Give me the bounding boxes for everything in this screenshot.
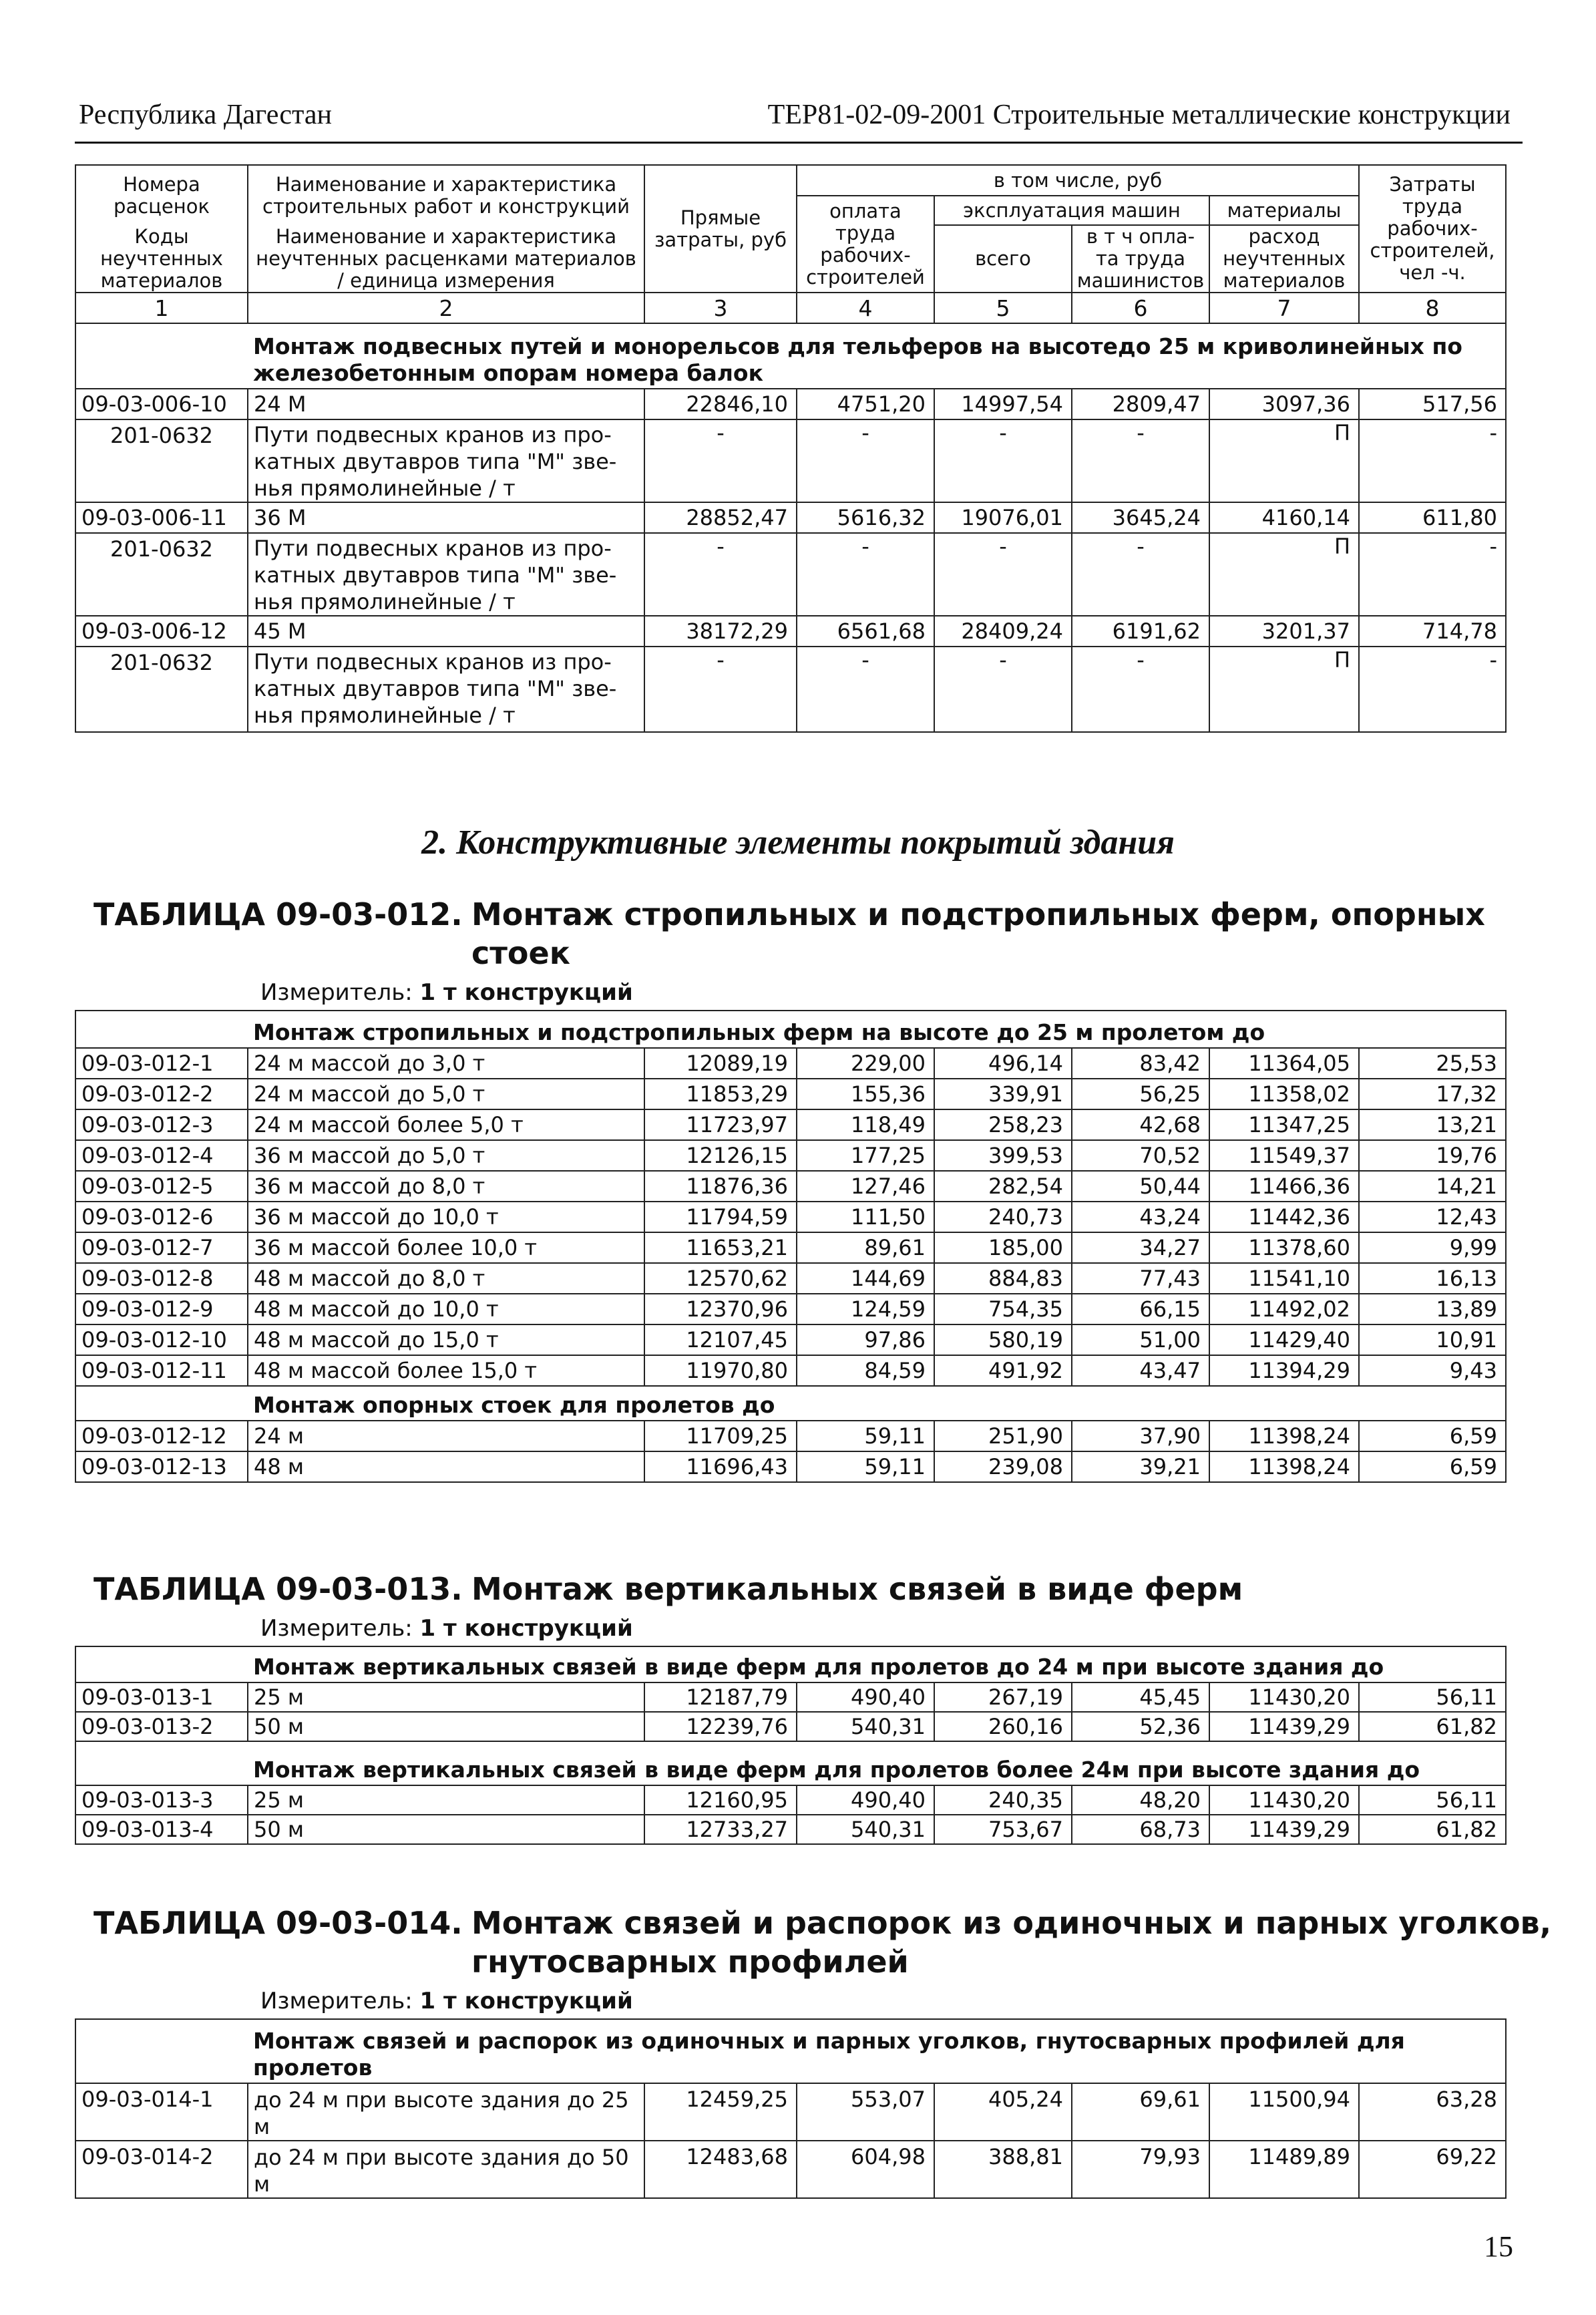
row-code: 09-03-012-11 [75,1355,248,1386]
cell-zatraty: 517,56 [1359,389,1506,419]
cell-materialy: 11439,29 [1209,1815,1359,1844]
rates-table-006 [75,164,1507,733]
col-header-zatraty: Затраты труда рабочих-строителей, чел -ч. [1359,165,1506,293]
cell-pryamye: 11794,59 [644,1202,797,1232]
table-row [75,1202,1506,1232]
row-code: 201-0632 [75,419,248,502]
table-row [75,1263,1506,1294]
cell-oplata: 177,25 [797,1140,934,1171]
cell-ekspl-vtch: 50,44 [1072,1171,1209,1202]
cell-materialy: 11549,37 [1209,1140,1359,1171]
table-014-number: ТАБЛИЦА 09-03-014. [93,1905,463,1941]
row-code: 09-03-012-4 [75,1140,248,1171]
row-name: 36 м массой более 10,0 т [248,1232,644,1263]
cell-materialy: 4160,14 [1209,502,1359,533]
cell-oplata: 6561,68 [797,616,934,647]
cell-ekspl-vtch: 51,00 [1072,1324,1209,1355]
table-row [75,389,1506,419]
col-header-kody: Коды неучтенных материалов [75,225,248,293]
cell-ekspl-vsego: - [934,533,1072,616]
cell-pryamye: 28852,47 [644,502,797,533]
cell-oplata: 229,00 [797,1048,934,1079]
cell-materialy: 11489,89 [1209,2141,1359,2198]
cell-ekspl-vsego: 19076,01 [934,502,1072,533]
cell-pryamye: 12459,25 [644,2083,797,2141]
table-014-sub1: Монтаж связей и распорок из одиночных и парных уголков, гнутосварных профилей для пролетов [248,2019,1506,2083]
cell-ekspl-vtch: 48,20 [1072,1785,1209,1815]
cell-oplata: - [797,647,934,732]
cell-ekspl-vtch: 2809,47 [1072,389,1209,419]
cell-ekspl-vtch: 52,36 [1072,1712,1209,1741]
row-code: 201-0632 [75,533,248,616]
cell-oplata: 553,07 [797,2083,934,2141]
row-name: до 24 м при высоте здания до 25 м [248,2083,644,2141]
cell-ekspl-vsego: 240,73 [934,1202,1072,1232]
cell-ekspl-vtch: 77,43 [1072,1263,1209,1294]
cell-pryamye: - [644,647,797,732]
cell-oplata: 84,59 [797,1355,934,1386]
cell-ekspl-vtch: 69,61 [1072,2083,1209,2141]
cell-ekspl-vtch: 68,73 [1072,1815,1209,1844]
cell-ekspl-vtch: 45,45 [1072,1682,1209,1712]
row-name: 24 м [248,1421,644,1451]
table-row [75,1079,1506,1109]
cell-materialy: 11492,02 [1209,1294,1359,1324]
cell-materialy: 11430,20 [1209,1682,1359,1712]
row-code: 09-03-012-12 [75,1421,248,1451]
cell-pryamye: 11696,43 [644,1451,797,1482]
col-header-vsego: всего [934,225,1072,293]
row-name: 45 М [248,616,644,647]
cell-materialy: 11398,24 [1209,1421,1359,1451]
table-014-title-line2: гнутосварных профилей [471,1944,909,1980]
cell-materialy: 11364,05 [1209,1048,1359,1079]
row-name: 48 м [248,1451,644,1482]
cell-materialy: 11347,25 [1209,1109,1359,1140]
cell-ekspl-vsego: 260,16 [934,1712,1072,1741]
cell-ekspl-vtch: 42,68 [1072,1109,1209,1140]
row-code: 09-03-014-2 [75,2141,248,2198]
table-013-number: ТАБЛИЦА 09-03-013. [93,1571,463,1607]
cell-materialy: П [1209,533,1359,616]
cell-pryamye: 11653,21 [644,1232,797,1263]
cell-materialy: 11429,40 [1209,1324,1359,1355]
table-row [75,419,1506,502]
measure-label: Измеритель: [260,1615,413,1642]
cell-ekspl-vtch: - [1072,533,1209,616]
cell-ekspl-vsego: 240,35 [934,1785,1072,1815]
cell-oplata: 127,46 [797,1171,934,1202]
cell-oplata: 144,69 [797,1263,934,1294]
page-number: 15 [1484,2230,1513,2263]
header-document-title: ТЕР81-02-09-2001 Строительные металлические конструкции [767,100,1511,130]
cell-ekspl-vtch: 43,47 [1072,1355,1209,1386]
row-code: 09-03-013-4 [75,1815,248,1844]
cell-zatraty: 9,99 [1359,1232,1506,1263]
table-row [75,1815,1506,1844]
col-num-5: 5 [934,293,1072,323]
cell-pryamye: 12570,62 [644,1263,797,1294]
row-name: 48 м массой более 15,0 т [248,1355,644,1386]
table-012-sub2: Монтаж опорных стоек для пролетов до [248,1386,1506,1421]
cell-ekspl-vsego: 388,81 [934,2141,1072,2198]
row-code: 09-03-013-1 [75,1682,248,1712]
cell-oplata: 4751,20 [797,389,934,419]
table-row [75,1785,1506,1815]
cell-ekspl-vsego: 754,35 [934,1294,1072,1324]
section-title-006: Монтаж подвесных путей и монорельсов для тельферов на высотедо 25 м криволинейных по железобетонным опорам номера балок [248,323,1506,389]
cell-pryamye: 12089,19 [644,1048,797,1079]
row-name: 50 м [248,1815,644,1844]
cell-ekspl-vsego: - [934,647,1072,732]
measure-label: Измеритель: [260,1988,413,2014]
row-code: 09-03-006-12 [75,616,248,647]
cell-ekspl-vtch: 43,24 [1072,1202,1209,1232]
cell-materialy: 11466,36 [1209,1171,1359,1202]
cell-materialy: П [1209,419,1359,502]
cell-materialy: 11541,10 [1209,1263,1359,1294]
section-spacer [75,1741,248,1785]
cell-oplata: 118,49 [797,1109,934,1140]
cell-pryamye: 12187,79 [644,1682,797,1712]
cell-ekspl-vtch: 39,21 [1072,1451,1209,1482]
row-code: 09-03-012-13 [75,1451,248,1482]
cell-ekspl-vtch: - [1072,419,1209,502]
cell-pryamye: 12107,45 [644,1324,797,1355]
cell-zatraty: 61,82 [1359,1815,1506,1844]
cell-ekspl-vsego: 884,83 [934,1263,1072,1294]
rates-table-014 [75,2018,1507,2199]
cell-zatraty: 9,43 [1359,1355,1506,1386]
rates-table-012 [75,1010,1507,1483]
cell-pryamye: 11853,29 [644,1079,797,1109]
section-2-title: 2. Конструктивные элементы покрытий здания [421,824,1175,862]
table-row [75,1682,1506,1712]
table-row [75,647,1506,732]
row-name: 36 М [248,502,644,533]
table-row [75,1451,1506,1482]
table-row [75,2083,1506,2141]
cell-zatraty: 19,76 [1359,1140,1506,1171]
cell-zatraty: 13,21 [1359,1109,1506,1140]
cell-zatraty: 14,21 [1359,1171,1506,1202]
cell-pryamye: 12126,15 [644,1140,797,1171]
row-name: Пути подвесных кранов из про-катных двутавров типа "М" зве-нья прямолинейные / т [248,419,644,502]
row-name: до 24 м при высоте здания до 50 м [248,2141,644,2198]
row-code: 09-03-012-5 [75,1171,248,1202]
table-row [75,533,1506,616]
section-spacer [75,323,248,389]
col-num-4: 4 [797,293,934,323]
row-code: 09-03-014-1 [75,2083,248,2141]
cell-oplata: 155,36 [797,1079,934,1109]
cell-zatraty: 6,59 [1359,1421,1506,1451]
cell-ekspl-vsego: 267,19 [934,1682,1072,1712]
table-row [75,1232,1506,1263]
table-row [75,1048,1506,1079]
col-header-rashod: расход неучтенных материалов [1209,225,1359,293]
row-name: 24 м массой до 3,0 т [248,1048,644,1079]
cell-materialy: 11394,29 [1209,1355,1359,1386]
cell-pryamye: 38172,29 [644,616,797,647]
table-row [75,1712,1506,1741]
cell-pryamye: 11876,36 [644,1171,797,1202]
col-num-7: 7 [1209,293,1359,323]
row-code: 09-03-012-6 [75,1202,248,1232]
cell-oplata: 89,61 [797,1232,934,1263]
row-code: 09-03-013-2 [75,1712,248,1741]
cell-zatraty: 25,53 [1359,1048,1506,1079]
measure-value: 1 т конструкций [419,1988,633,2014]
row-code: 09-03-012-9 [75,1294,248,1324]
cell-zatraty: 13,89 [1359,1294,1506,1324]
cell-ekspl-vtch: 34,27 [1072,1232,1209,1263]
col-num-2: 2 [248,293,644,323]
cell-materialy: 11378,60 [1209,1232,1359,1263]
row-code: 09-03-012-3 [75,1109,248,1140]
table-014-title-line1: Монтаж связей и распорок из одиночных и парных уголков, [471,1905,1552,1941]
cell-ekspl-vsego: 491,92 [934,1355,1072,1386]
cell-oplata: 97,86 [797,1324,934,1355]
cell-ekspl-vsego: 282,54 [934,1171,1072,1202]
cell-ekspl-vtch: 83,42 [1072,1048,1209,1079]
row-name: 36 м массой до 10,0 т [248,1202,644,1232]
cell-materialy: 11398,24 [1209,1451,1359,1482]
cell-oplata: 59,11 [797,1421,934,1451]
col-num-3: 3 [644,293,797,323]
row-name: 25 м [248,1682,644,1712]
cell-oplata: - [797,419,934,502]
cell-ekspl-vsego: 185,00 [934,1232,1072,1263]
row-name: 50 м [248,1712,644,1741]
section-spacer [75,1646,248,1682]
rates-table-013 [75,1646,1507,1845]
cell-ekspl-vsego: 399,53 [934,1140,1072,1171]
cell-materialy: 11442,36 [1209,1202,1359,1232]
col-num-1: 1 [75,293,248,323]
row-code: 09-03-012-7 [75,1232,248,1263]
cell-ekspl-vsego: 496,14 [934,1048,1072,1079]
row-name: 25 м [248,1785,644,1815]
cell-pryamye: - [644,419,797,502]
header-region: Республика Дагестан [79,100,333,130]
cell-oplata: - [797,533,934,616]
cell-materialy: 11358,02 [1209,1079,1359,1109]
col-num-8: 8 [1359,293,1506,323]
cell-zatraty: 6,59 [1359,1451,1506,1482]
table-012-title-line1: Монтаж стропильных и подстропильных ферм, опорных [471,896,1485,932]
cell-oplata: 540,31 [797,1815,934,1844]
table-013-sub2: Монтаж вертикальных связей в виде ферм для пролетов более 24м при высоте здания до [248,1741,1506,1785]
section-spacer [75,1011,248,1048]
col-header-pryamye: Прямые затраты, руб [644,165,797,293]
cell-ekspl-vtch: 6191,62 [1072,616,1209,647]
cell-ekspl-vtch: - [1072,647,1209,732]
cell-oplata: 490,40 [797,1682,934,1712]
cell-zatraty: - [1359,419,1506,502]
row-name: 24 м массой более 5,0 т [248,1109,644,1140]
table-row [75,1294,1506,1324]
table-013-title [93,1570,1243,1608]
row-code: 09-03-012-10 [75,1324,248,1355]
cell-pryamye: 12160,95 [644,1785,797,1815]
cell-materialy: 11439,29 [1209,1712,1359,1741]
row-code: 09-03-006-10 [75,389,248,419]
cell-zatraty: 714,78 [1359,616,1506,647]
row-name: Пути подвесных кранов из про-катных двутавров типа "М" зве-нья прямолинейные / т [248,647,644,732]
cell-zatraty: 17,32 [1359,1079,1506,1109]
table-014-measure [260,1988,633,2014]
table-013-measure [260,1615,633,1642]
table-012-title [93,895,1485,972]
table-012-measure [260,979,633,1006]
col-header-v-tom-chisle: в том числе, руб [797,165,1359,196]
cell-zatraty: 56,11 [1359,1785,1506,1815]
cell-materialy: 11500,94 [1209,2083,1359,2141]
measure-label: Измеритель: [260,979,413,1006]
row-code: 09-03-012-2 [75,1079,248,1109]
col-header-name1: Наименование и характеристика строительных работ и конструкций [248,165,644,225]
cell-zatraty: 10,91 [1359,1324,1506,1355]
table-row [75,502,1506,533]
cell-materialy: 11430,20 [1209,1785,1359,1815]
row-code: 09-03-006-11 [75,502,248,533]
cell-ekspl-vsego: 339,91 [934,1079,1072,1109]
table-012-number: ТАБЛИЦА 09-03-012. [93,896,463,932]
table-012-title-line2: стоек [471,935,570,971]
cell-pryamye: 12483,68 [644,2141,797,2198]
col-header-name2: Наименование и характеристика неучтенных расценками материалов / единица измерения [248,225,644,293]
cell-oplata: 59,11 [797,1451,934,1482]
table-row [75,616,1506,647]
cell-oplata: 111,50 [797,1202,934,1232]
cell-ekspl-vsego: 405,24 [934,2083,1072,2141]
cell-zatraty: 16,13 [1359,1263,1506,1294]
measure-value: 1 т конструкций [419,979,633,1006]
col-header-ekspl: эксплуатация машин [934,196,1209,225]
cell-pryamye: 11970,80 [644,1355,797,1386]
cell-ekspl-vtch: 66,15 [1072,1294,1209,1324]
cell-ekspl-vsego: 14997,54 [934,389,1072,419]
col-header-nomera: Номера расценок [75,165,248,225]
cell-oplata: 490,40 [797,1785,934,1815]
row-code: 09-03-013-3 [75,1785,248,1815]
row-name: 48 м массой до 10,0 т [248,1294,644,1324]
cell-zatraty: - [1359,647,1506,732]
table-row [75,1324,1506,1355]
row-name: 24 М [248,389,644,419]
table-014-title [93,1904,1551,1981]
cell-pryamye: 11723,97 [644,1109,797,1140]
cell-ekspl-vsego: 258,23 [934,1109,1072,1140]
cell-pryamye: 12733,27 [644,1815,797,1844]
cell-ekspl-vtch: 79,93 [1072,2141,1209,2198]
table-013-sub1: Монтаж вертикальных связей в виде ферм для пролетов до 24 м при высоте здания до [248,1646,1506,1682]
row-name: 48 м массой до 8,0 т [248,1263,644,1294]
table-row [75,1355,1506,1386]
cell-ekspl-vtch: 56,25 [1072,1079,1209,1109]
cell-zatraty: 69,22 [1359,2141,1506,2198]
cell-ekspl-vsego: 753,67 [934,1815,1072,1844]
table-row [75,1109,1506,1140]
table-013-title-line1: Монтаж вертикальных связей в виде ферм [471,1571,1243,1607]
measure-value: 1 т конструкций [419,1615,633,1642]
row-name: Пути подвесных кранов из про-катных двутавров типа "М" зве-нья прямолинейные / т [248,533,644,616]
cell-ekspl-vsego: 28409,24 [934,616,1072,647]
cell-materialy: 3201,37 [1209,616,1359,647]
row-name: 36 м массой до 5,0 т [248,1140,644,1171]
table-row [75,1140,1506,1171]
cell-pryamye: 22846,10 [644,389,797,419]
cell-zatraty: - [1359,533,1506,616]
table-012-sub1: Монтаж стропильных и подстропильных ферм на высоте до 25 м пролетом до [248,1011,1506,1048]
row-name: 24 м массой до 5,0 т [248,1079,644,1109]
col-header-vtch: в т ч опла-та труда машинистов [1072,225,1209,293]
row-code: 09-03-012-1 [75,1048,248,1079]
cell-ekspl-vsego: 580,19 [934,1324,1072,1355]
cell-ekspl-vsego: - [934,419,1072,502]
table-row [75,2141,1506,2198]
header-rule [75,142,1523,144]
cell-zatraty: 611,80 [1359,502,1506,533]
table-row [75,1421,1506,1451]
cell-oplata: 604,98 [797,2141,934,2198]
col-num-6: 6 [1072,293,1209,323]
row-code: 09-03-012-8 [75,1263,248,1294]
cell-pryamye: - [644,533,797,616]
cell-oplata: 124,59 [797,1294,934,1324]
col-header-materialy: материалы [1209,196,1359,225]
cell-ekspl-vtch: 70,52 [1072,1140,1209,1171]
section-spacer [75,1386,248,1421]
cell-oplata: 540,31 [797,1712,934,1741]
cell-materialy: 3097,36 [1209,389,1359,419]
cell-pryamye: 11709,25 [644,1421,797,1451]
cell-zatraty: 61,82 [1359,1712,1506,1741]
cell-zatraty: 63,28 [1359,2083,1506,2141]
cell-ekspl-vsego: 239,08 [934,1451,1072,1482]
cell-pryamye: 12370,96 [644,1294,797,1324]
cell-zatraty: 56,11 [1359,1682,1506,1712]
table-row [75,1171,1506,1202]
cell-ekspl-vtch: 3645,24 [1072,502,1209,533]
row-name: 36 м массой до 8,0 т [248,1171,644,1202]
cell-ekspl-vtch: 37,90 [1072,1421,1209,1451]
row-code: 201-0632 [75,647,248,732]
cell-pryamye: 12239,76 [644,1712,797,1741]
row-name: 48 м массой до 15,0 т [248,1324,644,1355]
cell-oplata: 5616,32 [797,502,934,533]
cell-ekspl-vsego: 251,90 [934,1421,1072,1451]
section-spacer [75,2019,248,2083]
cell-zatraty: 12,43 [1359,1202,1506,1232]
cell-materialy: П [1209,647,1359,732]
col-header-oplata: оплата труда рабочих-строителей [797,196,934,293]
